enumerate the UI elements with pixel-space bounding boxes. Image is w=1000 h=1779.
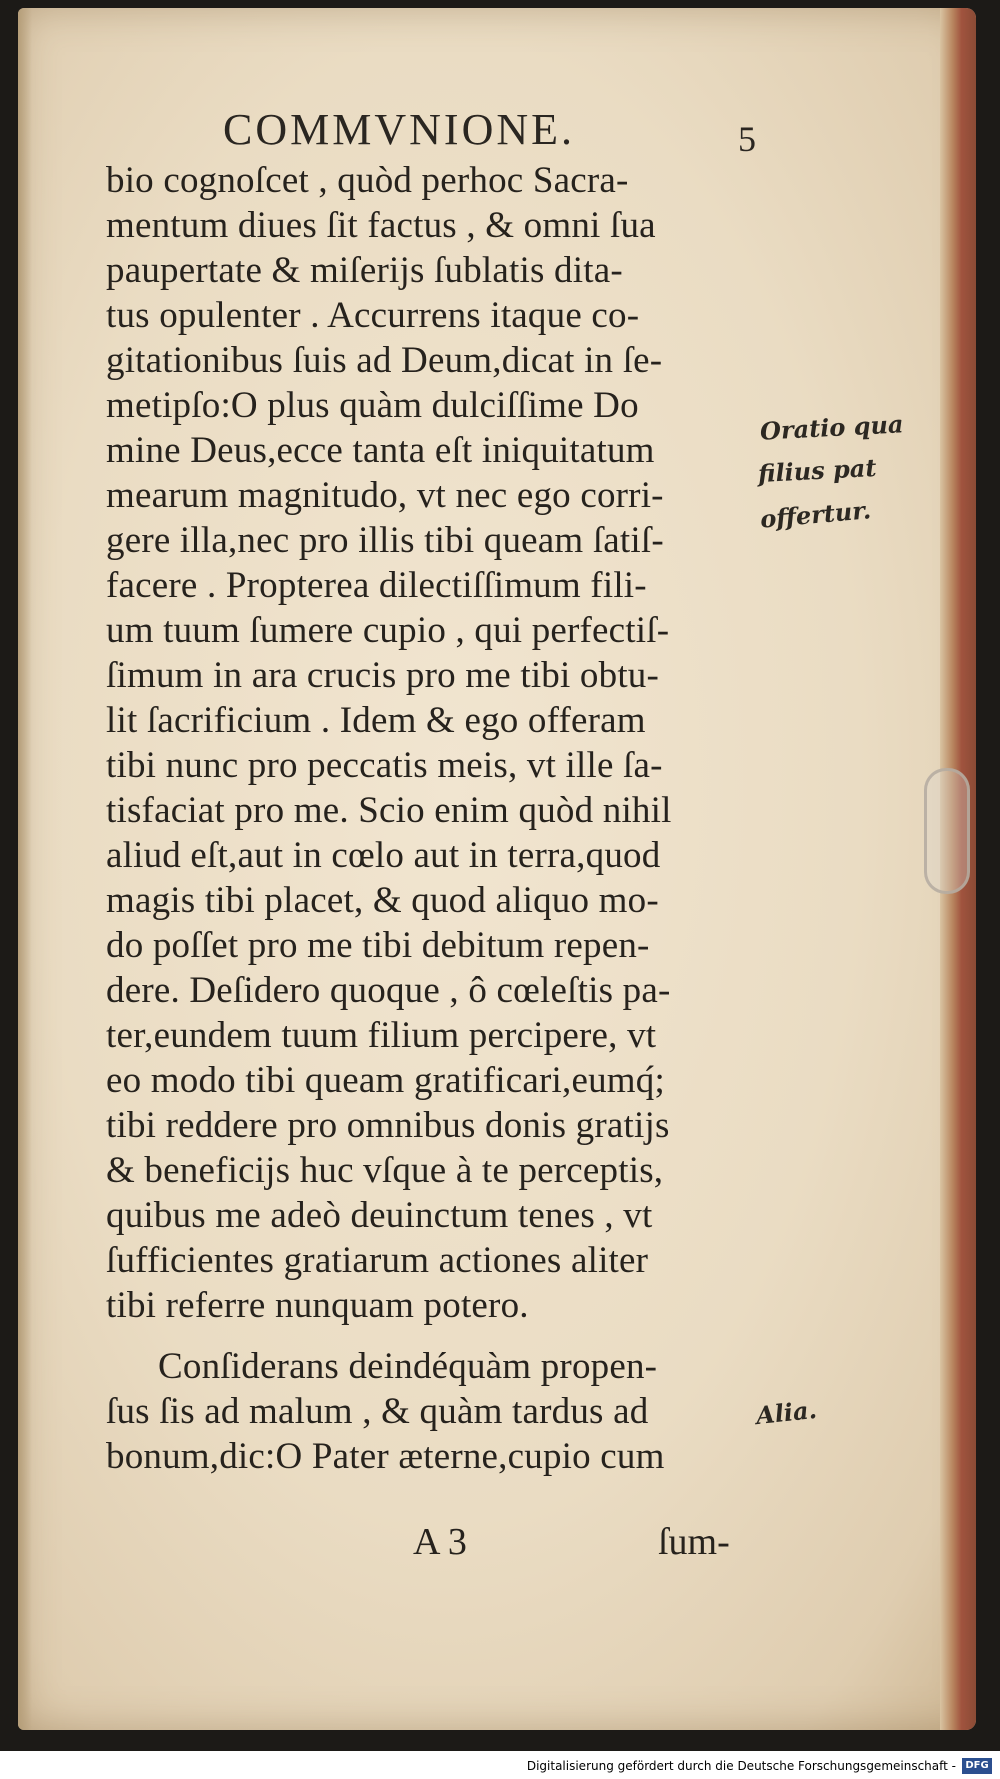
text-line: lit ſacrificium . Idem & ego offeram xyxy=(106,700,646,741)
text-line: paupertate & miſerijs ſublatis dita- xyxy=(106,250,623,291)
book-page xyxy=(18,8,976,1730)
page-gutter-shadow xyxy=(18,8,32,1730)
text-line: ſufficientes gratiarum actiones aliter xyxy=(106,1240,649,1281)
text-line: bio cognoſcet , quòd perhoc Sacra- xyxy=(106,160,629,201)
text-line: eo modo tibi queam gratificari,eumq́; xyxy=(106,1060,665,1101)
digitization-credit-bar xyxy=(0,1751,1000,1779)
credit-text: Digitalisierung gefördert durch die Deutsche Forschungsgemeinschaft - xyxy=(526,1759,956,1773)
running-head-title: COMMVNIONE. xyxy=(223,105,575,154)
marginal-note-line: Oratio qua xyxy=(759,409,905,446)
text-line: tus opulenter . Accurrens itaque co- xyxy=(106,295,640,336)
catchword: ſum- xyxy=(658,1521,730,1563)
paragraph-gap xyxy=(106,1328,786,1344)
text-line: facere . Propterea dilectiſſimum fili- xyxy=(106,565,647,606)
text-line: tisfaciat pro me. Scio enim quòd nihil xyxy=(106,790,672,831)
text-line: gitationibus ſuis ad Deum,dicat in ſe- xyxy=(106,340,663,381)
text-line: ter,eundem tuum filium percipere, vt xyxy=(106,1015,657,1056)
text-line: ſimum in ara crucis pro me tibi obtu- xyxy=(106,655,660,696)
text-line: bonum,dic:O Pater æterne,cupio cum xyxy=(106,1436,665,1477)
text-line: metipſo:O plus quàm dulciſſime Do xyxy=(106,385,639,426)
text-line: aliud eſt,aut in cœlo aut in terra,quod xyxy=(106,835,661,876)
dfg-logo: DFG xyxy=(962,1758,992,1774)
text-line: mentum diues ſit factus , & omni ſua xyxy=(106,205,656,246)
text-line: mearum magnitudo, vt nec ego corri- xyxy=(106,475,664,516)
signature-mark: A 3 xyxy=(413,1521,467,1563)
text-line: mine Deus,ecce tanta eſt iniquitatum xyxy=(106,430,655,471)
text-line: dere. Deſidero quoque , ô cœleſtis pa- xyxy=(106,970,671,1011)
text-line: tibi nunc pro peccatis meis, vt ille ſa- xyxy=(106,745,663,786)
text-line: Conſiderans deindéquàm propen- xyxy=(158,1346,658,1387)
marginal-note-alia: Alia. xyxy=(754,1394,819,1431)
main-text-block xyxy=(106,158,786,1479)
text-line: quibus me adeò deuinctum tenes , vt xyxy=(106,1195,653,1236)
text-line: um tuum ſumere cupio , qui perfectiſ- xyxy=(106,610,670,651)
marginal-note-line: filius pat xyxy=(757,452,878,489)
marginal-note-line: offertur. xyxy=(758,495,873,534)
text-line: & beneficijs huc vſque à te perceptis, xyxy=(106,1150,664,1191)
binding-clasp xyxy=(924,768,970,894)
page-number: 5 xyxy=(738,119,756,159)
text-line: gere illa,nec pro illis tibi queam ſatiſ- xyxy=(106,520,664,561)
text-line: tibi reddere pro omnibus donis gratijs xyxy=(106,1105,670,1146)
text-line: do poſſet pro me tibi debitum repen- xyxy=(106,925,650,966)
text-line: tibi referre nunquam potero. xyxy=(106,1285,529,1326)
text-line: ſus ſis ad malum , & quàm tardus ad xyxy=(106,1391,649,1432)
text-line: magis tibi placet, & quod aliquo mo- xyxy=(106,880,659,921)
